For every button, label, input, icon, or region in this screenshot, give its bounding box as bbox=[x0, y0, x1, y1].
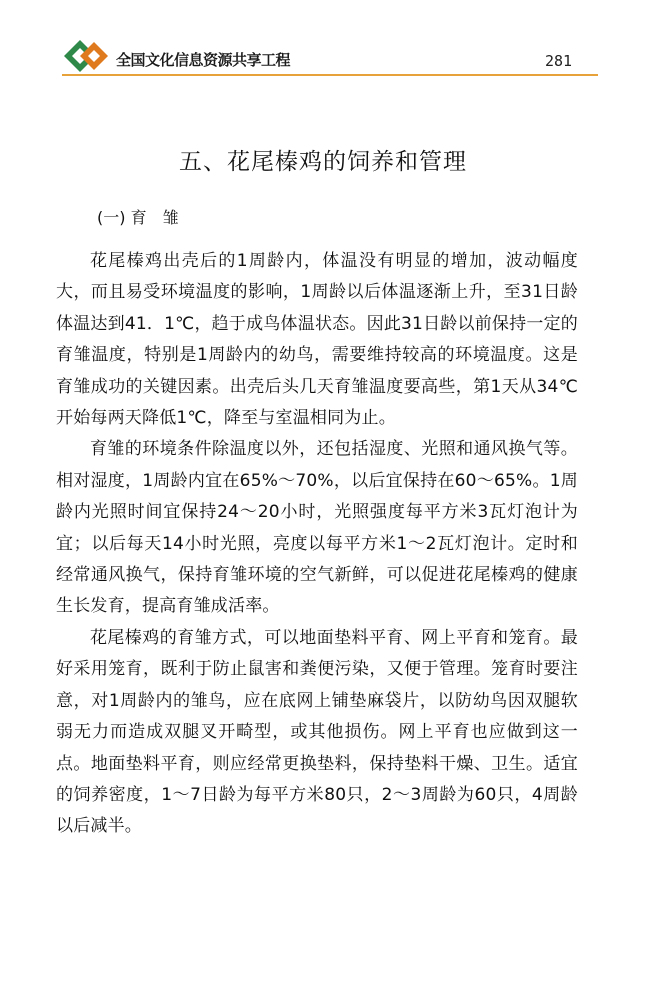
header-divider bbox=[62, 74, 598, 76]
paragraph: 育雏的环境条件除温度以外，还包括湿度、光照和通风换气等。相对湿度，1周龄内宜在65%～70%，以后宜保持在60～65%。1周龄内光照时间宜保持24～20小时，光照强度每平方米3瓦灯泡计为宜；以后每天14小时光照，亮度以每平方米1～2瓦灯泡计。定时和经常通风换气，保持育雏环境的空气新鲜，可以促进花尾榛鸡的健康生长发育，提高育雏成活率。 bbox=[56, 439, 578, 617]
article-title: 五、花尾榛鸡的饲养和管理 bbox=[179, 149, 467, 175]
header-title: 全国文化信息资源共享工程 bbox=[116, 51, 291, 69]
paragraph: 花尾榛鸡的育雏方式，可以地面垫料平育、网上平育和笼育。最好采用笼育，既利于防止鼠害和粪便污染，又便于管理。笼育时要注意，对1周龄内的雏鸟，应在底网上铺垫麻袋片，以防幼鸟因双腿软弱无力而造成双腿叉开畸型，或其他损伤。网上平育也应做到这一点。地面垫料平育，则应经常更换垫料，保持垫料干燥、卫生。适宜的饲养密度，1～7日龄为每平方米80只，2～3周龄为60只，4周龄以后减半。 bbox=[56, 627, 578, 837]
article-body bbox=[56, 246, 578, 843]
diamond-logo-icon bbox=[62, 38, 112, 74]
page-number: 281 bbox=[545, 52, 573, 70]
page-header bbox=[0, 0, 646, 80]
paragraph: 花尾榛鸡出壳后的1周龄内，体温没有明显的增加，波动幅度大，而且易受环境温度的影响，1周龄以后体温逐渐上升，至31日龄体温达到41．1℃，趋于成鸟体温状态。因此31日龄以前保持一定的育雏温度，特别是1周龄内的幼鸟，需要维持较高的环境温度。这是育雏成功的关键因素。出壳后头几天育雏温度要高些，第1天从34℃开始每两天降低1℃，降至与室温相同为止。 bbox=[56, 251, 578, 429]
section-heading: (一) 育 雏 bbox=[97, 208, 179, 227]
